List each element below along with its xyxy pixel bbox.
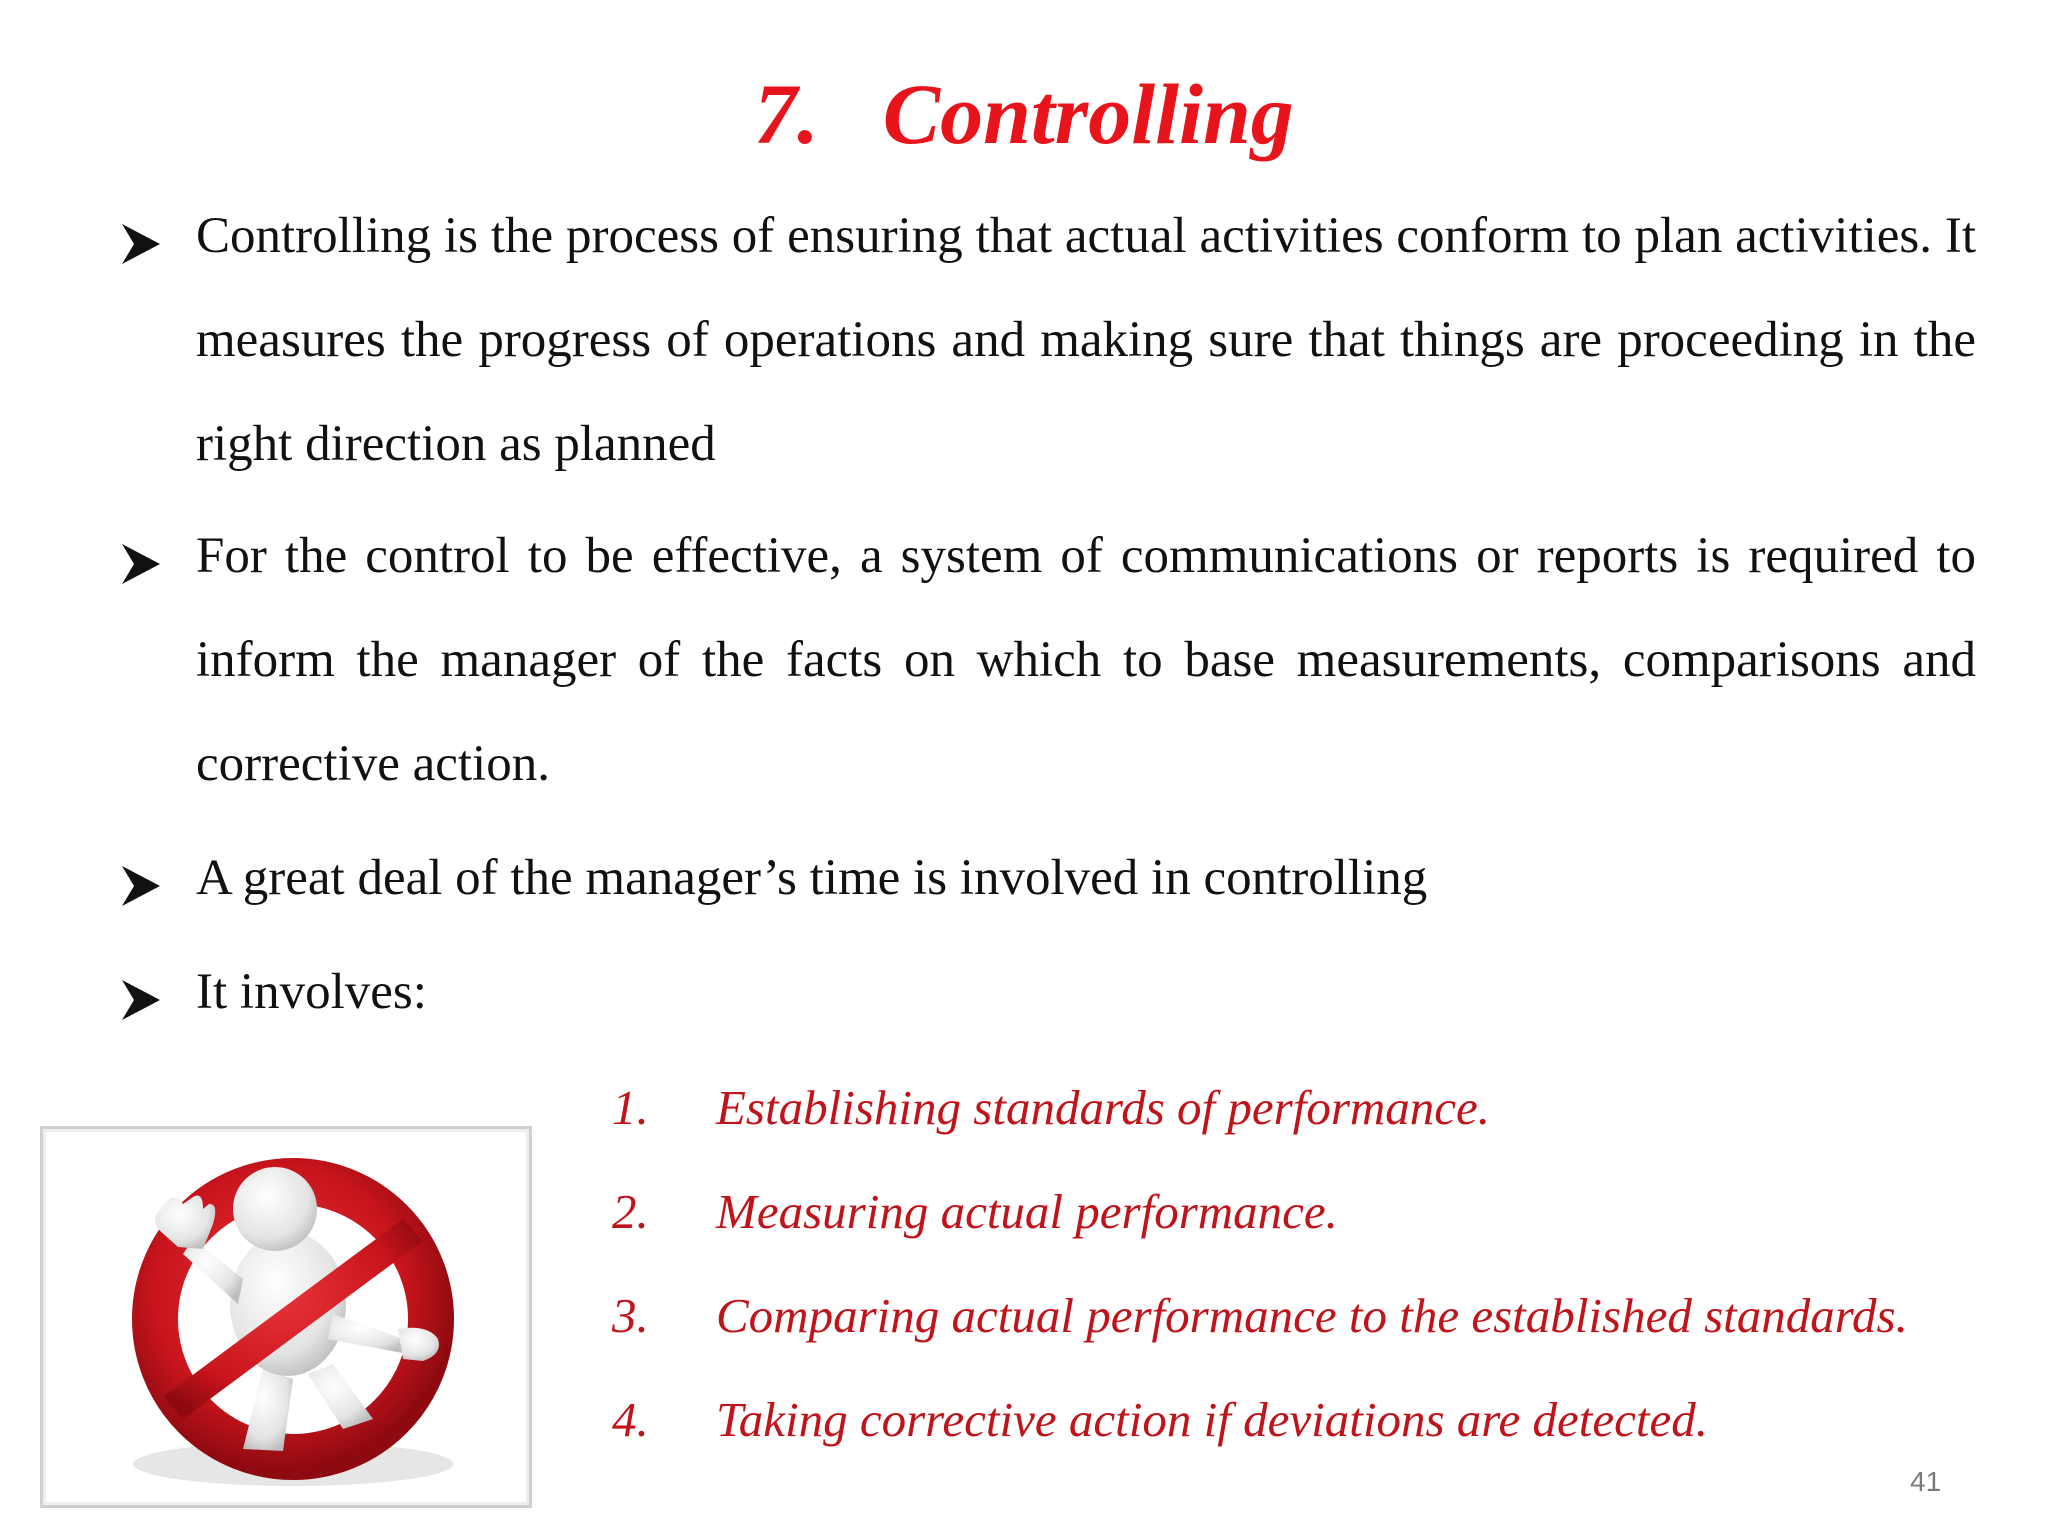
bullet-text: Controlling is the process of ensuring that actual activities conform to plan activities. It measures the progress of operations and making sure that things are proceeding in the right direction as planned — [196, 208, 1976, 472]
title-text: Controlling — [882, 66, 1294, 162]
title-number: 7. — [754, 66, 819, 162]
step-text: Comparing actual performance to the established standards. — [716, 1288, 1908, 1343]
arrowhead-bullet-icon — [116, 220, 164, 268]
arrowhead-bullet-icon — [116, 862, 164, 910]
bullet-text: For the control to be effective, a system of communications or reports is required to inform the manager of the facts on which to base measurements, comparisons and corrective action. — [196, 528, 1976, 792]
bullet-text: A great deal of the manager’s time is involved in controlling — [196, 850, 1428, 906]
page-number: 41 — [1910, 1466, 1942, 1497]
step-number: 3. — [612, 1288, 649, 1343]
arrowhead-bullet-icon — [116, 976, 164, 1024]
arrowhead-bullet-icon — [116, 540, 164, 588]
step-text: Taking corrective action if deviations are detected. — [716, 1392, 1708, 1447]
slide-title — [0, 64, 2048, 164]
step-text: Establishing standards of performance. — [716, 1080, 1491, 1135]
list-item — [612, 1172, 2012, 1276]
list-item — [612, 1276, 2012, 1380]
list-item — [612, 1380, 2012, 1484]
step-text: Measuring actual performance. — [716, 1184, 1338, 1239]
step-number: 1. — [612, 1080, 649, 1135]
step-number: 4. — [612, 1392, 649, 1447]
stop-sign-figure-icon — [43, 1129, 529, 1505]
list-item — [612, 1068, 2012, 1172]
stop-sign-figure-image — [40, 1126, 532, 1508]
step-number: 2. — [612, 1184, 649, 1239]
steps-list — [612, 1068, 2012, 1484]
bullet-text: It involves: — [196, 964, 427, 1020]
